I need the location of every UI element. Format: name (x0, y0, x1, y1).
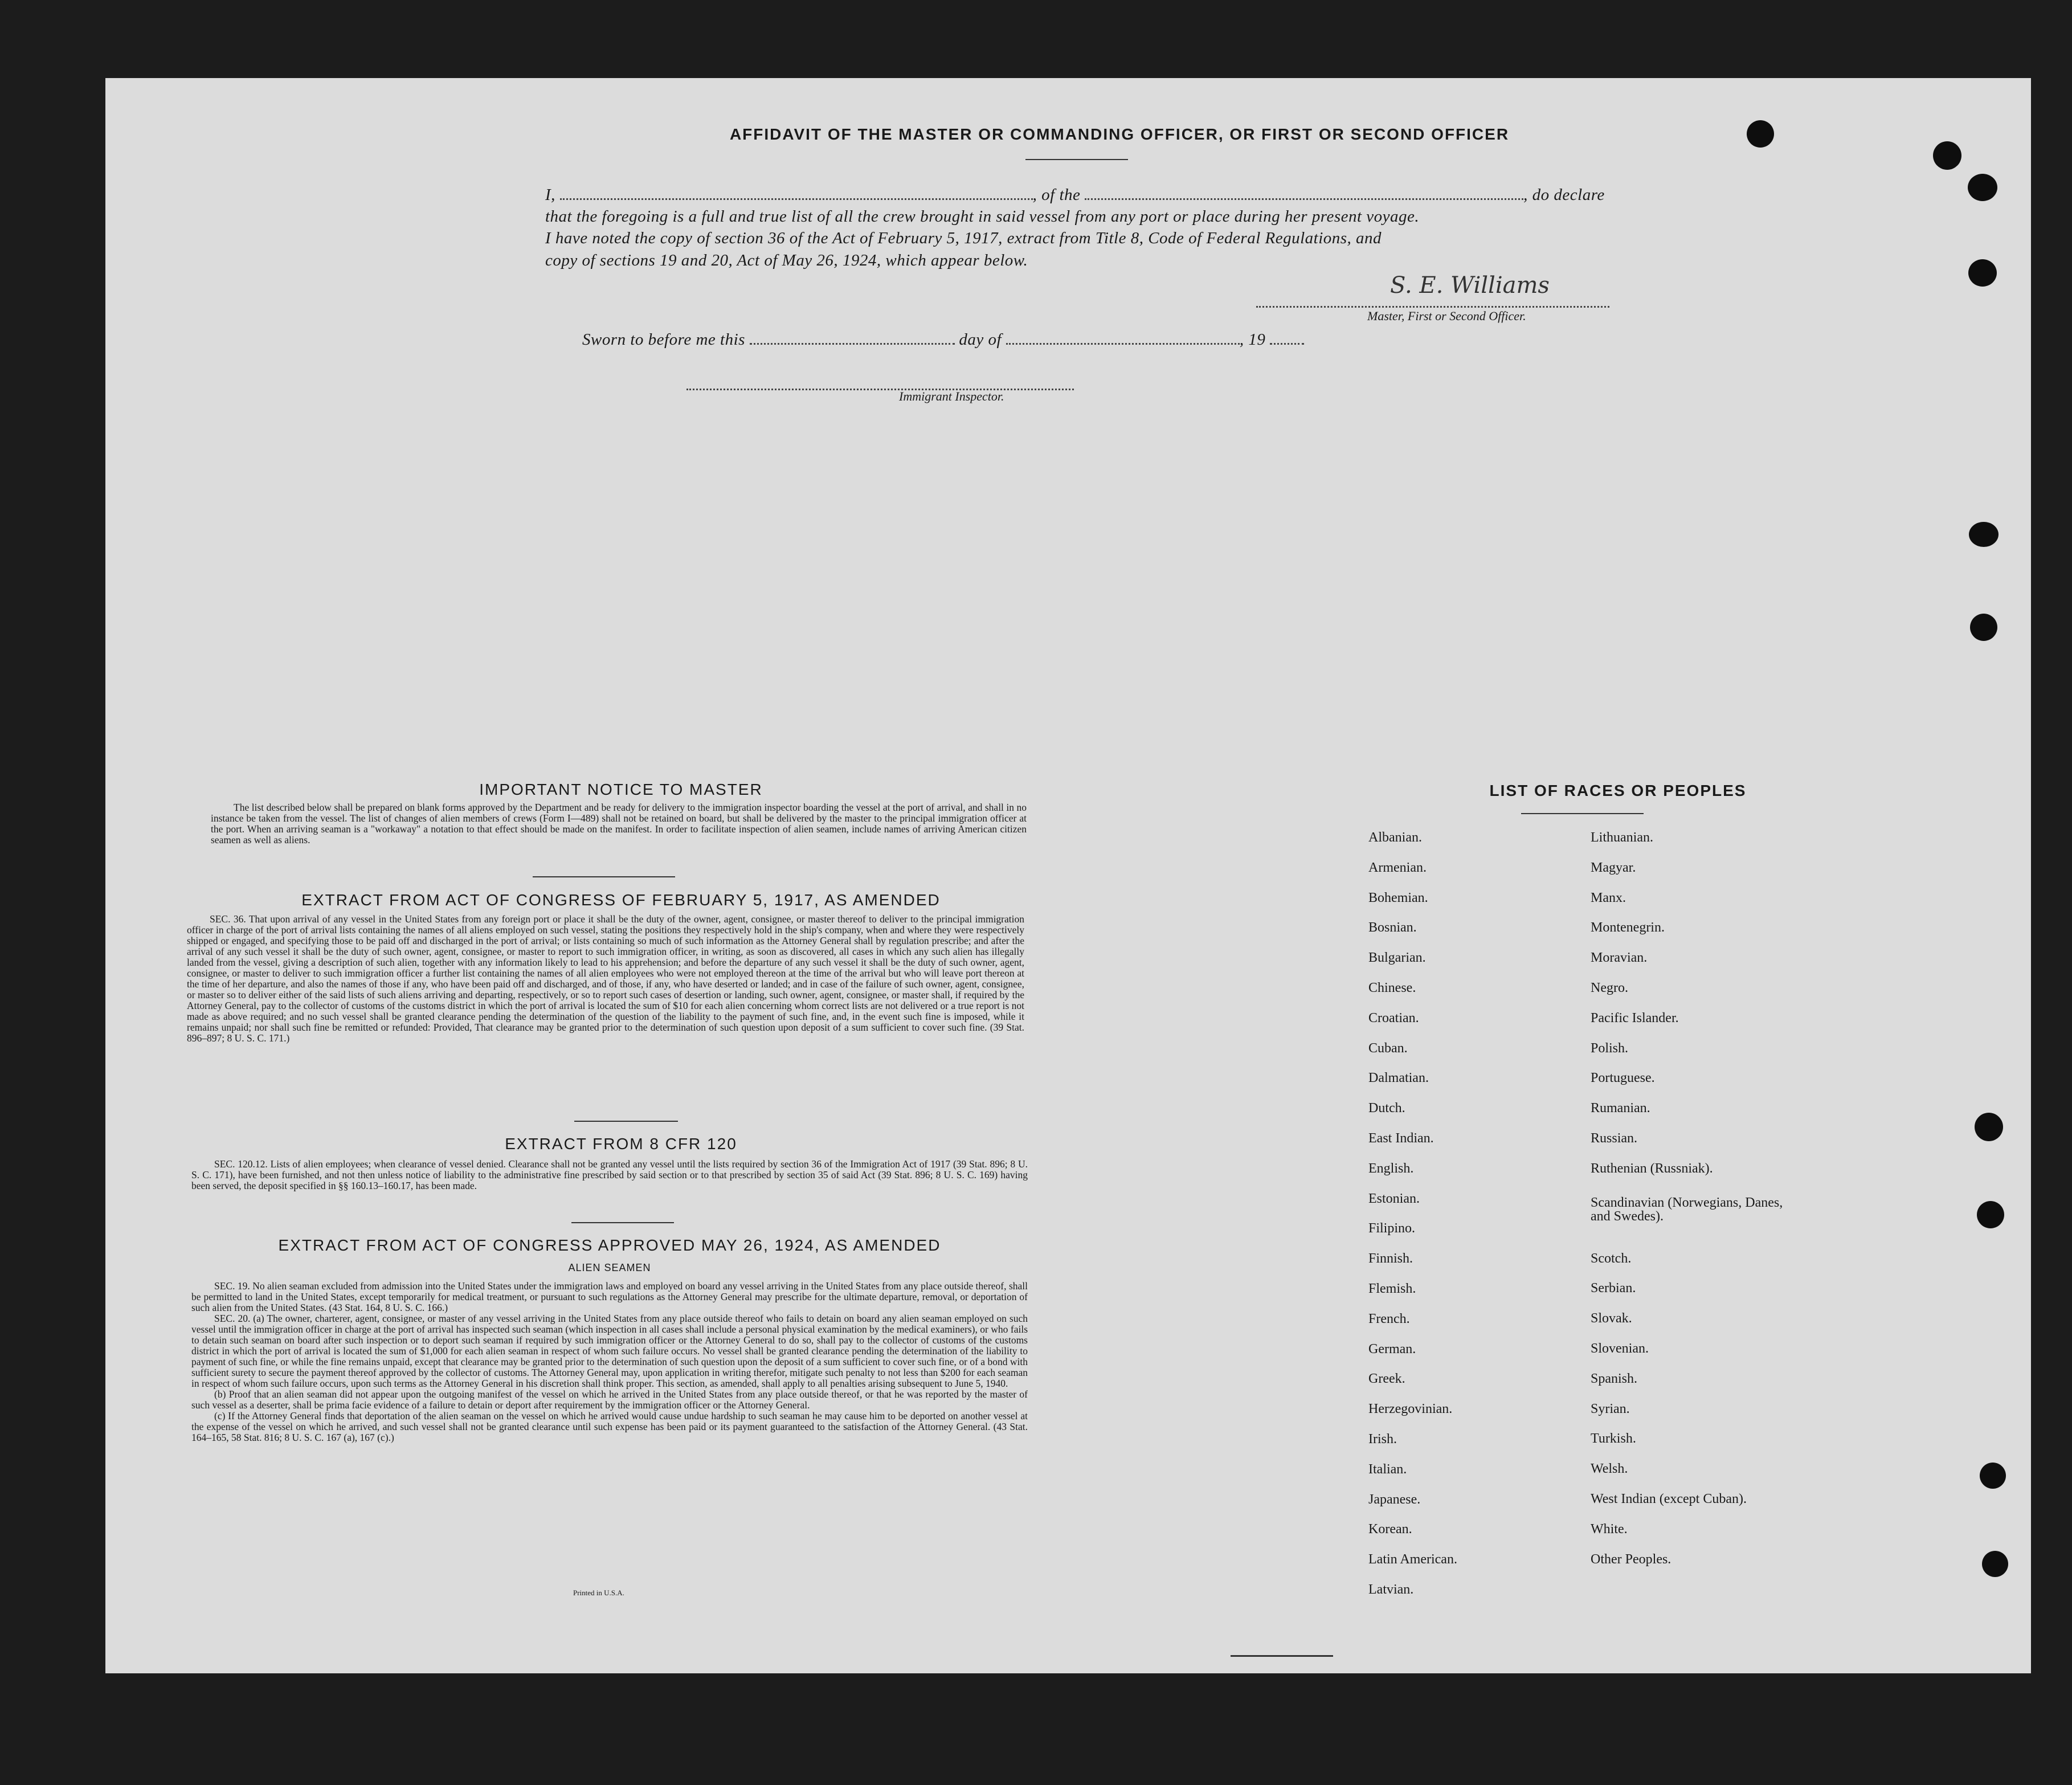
race-item: Albanian. (1368, 830, 1422, 845)
race-item: Syrian. (1591, 1401, 1630, 1416)
divider (571, 1222, 674, 1223)
extract-1924-title: EXTRACT FROM ACT OF CONGRESS APPROVED MAY 26, 1924, AS AMENDED (278, 1236, 941, 1254)
notice-body (211, 802, 1027, 845)
punch-hole (1975, 1113, 2003, 1141)
punch-hole (1970, 614, 1997, 641)
punch-hole (1968, 259, 1997, 287)
race-item: Herzegovinian. (1368, 1402, 1453, 1417)
notice-title: IMPORTANT NOTICE TO MASTER (479, 781, 763, 798)
notice-paragraph: The list described below shall be prepared on blank forms approved by the Department and be ready for delivery to the immigration inspector boarding the vessel at the port of arrival, and shall in no instance be taken from the vessel. The list of changes of alien members of crews (Form I—489) shall not be retained on board, but shall be delivered by the master to the principal immigration officer at the port. When an arriving seaman is a "workaway" a notation to that effect should be made on the manifest. In order to facilitate inspection of alien seamen, include names of arriving American citizen seamen as well as aliens. (211, 802, 1027, 845)
extract-1917-paragraph: SEC. 36. That upon arrival of any vessel in the United States from any foreign port or place it shall be the duty of the owner, agent, consignee, or master thereof to deliver to the principal immigration officer in charge of the port of arrival lists containing the names of all aliens employed on such vessel, stating the positions they respectively hold in the ship's company, when and where they were respectively shipped or engaged, and specifying those to be paid off and discharged in the port of arrival; or lists containing so much of such information as the Attorney General shall by regulation prescribe; and after the arrival of any such vessel it shall be the duty of such owner, agent, consignee, or master to report to such immigration officer, in writing, as soon as discovered, all cases in which any such alien has illegally landed from the vessel, giving a description of such alien, together with any information likely to lead to his apprehension; and before the departure of any such vessel it shall be the duty of such owner, agent, consignee, or master to deliver to such immigration officer a further list containing the names of all alien employees who were not employed thereon at the time of the arrival but who will leave port thereon at the time of her departure, and also the names of those if any, who have been paid off and discharged, and of those, if any, who have deserted or landed; and in case of the failure of such owner, agent, consignee, or master so to deliver either of the said lists of such aliens arriving and departing, respectively, or so to report such cases of desertion or landing, such owner, agent, consignee, or master shall, if required by the Attorney General, pay to the collector of customs of the customs district in which the port of arrival is located the sum of $10 for each alien concerning whom correct lists are not delivered or a true report is not made as above required; and no such vessel shall be granted clearance pending the determination of the question of the liability to the payment of such fine, and, in the event such fine is imposed, while it remains unpaid; nor shall such fine be remitted or refunded: Provided, That clearance may be granted prior to the determination of such question upon deposit of a sum sufficient to cover such fine. (39 Stat. 896–897; 8 U. S. C. 171.) (187, 913, 1024, 1044)
race-item: Finnish. (1368, 1251, 1413, 1267)
race-item: Russian. (1591, 1130, 1638, 1146)
section-19-paragraph: SEC. 19. No alien seaman excluded from admission into the United States under the immigration laws and employed on board any vessel arriving in the United States from any place outside thereof, shall be permitted to land in the United States, except temporarily for medical treatment, or pursuant to such regulations as the Attorney General may prescribe for the ultimate departure, removal, or deportation of such alien from the United States. (43 Stat. 164, 8 U. S. C. 166.) (191, 1280, 1028, 1313)
sworn-month-blank[interactable] (1006, 330, 1240, 345)
race-item: Rumanian. (1591, 1101, 1650, 1116)
affidavit-declare-label: , do declare (1523, 186, 1605, 204)
race-item: Estonian. (1368, 1191, 1420, 1206)
races-left-column (1368, 830, 1457, 1612)
race-item: Scotch. (1591, 1251, 1632, 1266)
punch-hole (1968, 174, 1997, 201)
affidavit-line-4: copy of sections 19 and 20, Act of May 26, 1924, which appear below. (545, 251, 1028, 269)
sworn-date-blank[interactable] (750, 330, 955, 345)
vessel-blank[interactable] (1085, 186, 1523, 200)
affidavit-line-3: I have noted the copy of section 36 of the Act of February 5, 1917, extract from Title 8, Code of Federal Regulations, and (545, 229, 1382, 247)
extract-1917-body (187, 914, 1024, 1044)
extract-1924-subtitle: ALIEN SEAMEN (568, 1262, 651, 1273)
sworn-line (582, 330, 1304, 349)
race-item: Latvian. (1368, 1582, 1414, 1597)
race-item: Ruthenian (Russniak). (1591, 1161, 1713, 1176)
race-item: English. (1368, 1161, 1414, 1176)
bottom-edge-mark (1231, 1655, 1333, 1657)
inspector-caption: Immigrant Inspector. (899, 389, 1004, 403)
section-20a-paragraph: SEC. 20. (a) The owner, charterer, agent, consignee, or master of any vessel arriving in the United States from any place outside thereof who fails to detain on board any alien seaman employed on such vessel until the immigration officer in charge at the port of arrival has inspected such seaman (which inspection in all cases shall include a personal physical examination by the medical examiners), or who fails to detain such seaman on board after such inspection or to deport such seaman if required by such immigration officer or the Attorney General to do so, shall pay to the collector of customs of the customs district in which the port of arrival is located the sum of $1,000 for each alien seaman in respect of whom such failure occurs. No vessel shall be granted clearance pending the determination of the liability to payment of such fine, or while the fine remains unpaid, except that clearance may be granted prior to the determination of such question upon the deposit of a sum sufficient to cover such fine, or of a bond with sufficient surety to secure the payment thereof approved by the collector of customs. The Attorney General may, upon application in writing therefor, mitigate such penalty to not less than $200 for each seaman in respect of whom such failure occurs, upon such terms as the Attorney General in his discretion shall think proper. This section, as amended, shall apply to all penalties arising subsequent to June 5, 1940. (191, 1313, 1028, 1389)
cfr-title: EXTRACT FROM 8 CFR 120 (505, 1135, 737, 1153)
race-item: Dutch. (1368, 1101, 1405, 1116)
divider (574, 1121, 678, 1122)
sworn-year-label: , 19 (1239, 330, 1266, 349)
race-item: Croatian. (1368, 1010, 1419, 1026)
punch-hole (1747, 120, 1774, 148)
race-item: Bohemian. (1368, 890, 1428, 905)
signature: S. E. Williams (1390, 272, 1550, 299)
section-20c-paragraph: (c) If the Attorney General finds that deportation of the alien seaman on the vessel on which he arrived would cause undue hardship to such seaman he may cause him to be deported on another vessel at the expense of the vessel on which he arrived, and such vessel shall not be granted clearance until such expense has been paid or its payment guaranteed to the satisfaction of the Attorney General. (43 Stat. 164–165, 58 Stat. 816; 8 U. S. C. 167 (a), 167 (c).) (191, 1410, 1028, 1443)
name-blank[interactable] (560, 186, 1033, 200)
race-item: Bosnian. (1368, 920, 1417, 936)
cfr-paragraph: SEC. 120.12. Lists of alien employees; when clearance of vessel denied. Clearance shall not be granted any vessel until the lists required by section 36 of the Immigration Act of 1917 (39 Stat. 896; 8 U. S. C. 171), have been furnished, and not then unless notice of liability to the administrative fine prescribed by said section or to that prescribed by section 35 of said Act (39 Stat. 896; 8 U. S. C. 169) having been served, the deposit specified in §§ 160.13–160.17, has been made. (191, 1158, 1028, 1191)
punch-hole (1980, 1463, 2006, 1489)
inspector-signature-line (686, 376, 1074, 390)
race-item: Dalmatian. (1368, 1071, 1429, 1086)
affidavit-line-2: that the foregoing is a full and true list of all the crew brought in said vessel from any port or place during her present voyage. (545, 207, 1420, 226)
race-item: Filipino. (1368, 1221, 1416, 1236)
extract-1917-title: EXTRACT FROM ACT OF CONGRESS OF FEBRUARY 5, 1917, AS AMENDED (301, 891, 941, 909)
punch-hole (1933, 141, 1961, 170)
race-item: Lithuanian. (1591, 830, 1653, 845)
sworn-day-label: day of (959, 330, 1002, 349)
race-item: Welsh. (1591, 1461, 1628, 1477)
divider (533, 876, 675, 877)
races-title: LIST OF RACES OR PEOPLES (1489, 782, 1747, 799)
race-item: Negro. (1591, 980, 1628, 995)
race-item: Greek. (1368, 1371, 1405, 1387)
affidavit-i-label: I, (545, 186, 555, 204)
race-item: Turkish. (1591, 1431, 1636, 1447)
race-item: Chinese. (1368, 980, 1416, 995)
race-item: Korean. (1368, 1522, 1412, 1537)
race-item: White. (1591, 1521, 1628, 1537)
affidavit-title: AFFIDAVIT OF THE MASTER OR COMMANDING OFFICER, OR FIRST OR SECOND OFFICER (729, 125, 1510, 143)
divider (1025, 159, 1128, 160)
printed-in-usa: Printed in U.S.A. (573, 1588, 624, 1597)
punch-hole (1969, 522, 1999, 547)
race-item: German. (1368, 1341, 1416, 1357)
race-item: Bulgarian. (1368, 950, 1426, 966)
race-item: Portuguese. (1591, 1071, 1655, 1086)
section-20b-paragraph: (b) Proof that an alien seaman did not appear upon the outgoing manifest of the vessel on which he arrived in the United States from any place outside thereof, or that he was reported by the master of such vessel as a deserter, shall be prima facie evidence of a failure to detain or deport after requirement by the immigration officer or the Attorney General. (191, 1388, 1028, 1411)
race-item: East Indian. (1368, 1130, 1434, 1146)
race-item: Moravian. (1591, 950, 1648, 966)
affidavit-line-1 (545, 186, 1605, 205)
race-item: Montenegrin. (1591, 920, 1665, 936)
race-item: Scandinavian (Norwegians, Danes, and Swedes). (1591, 1195, 1783, 1224)
races-right-column (1591, 830, 1784, 1582)
signature-line (1256, 293, 1609, 308)
race-item: Pacific Islander. (1591, 1010, 1679, 1026)
extract-1924-body (191, 1281, 1028, 1443)
cfr-body (191, 1159, 1028, 1191)
race-item: Italian. (1368, 1461, 1407, 1477)
race-item: Slovak. (1591, 1311, 1632, 1326)
race-item: Manx. (1591, 890, 1626, 905)
sworn-prefix: Sworn to before me this (582, 330, 745, 349)
punch-hole (1977, 1201, 2004, 1228)
race-item: Japanese. (1368, 1492, 1421, 1507)
race-item: Serbian. (1591, 1281, 1636, 1296)
affidavit-of-label: , of the (1032, 186, 1081, 204)
divider (1521, 813, 1644, 814)
race-item: West Indian (except Cuban). (1591, 1491, 1747, 1506)
race-item: French. (1368, 1311, 1410, 1326)
race-item: Cuban. (1368, 1040, 1408, 1056)
punch-hole (1982, 1551, 2008, 1577)
race-item: Slovenian. (1591, 1341, 1649, 1356)
race-item: Other Peoples. (1591, 1551, 1672, 1567)
signature-caption: Master, First or Second Officer. (1367, 309, 1526, 323)
race-item: Armenian. (1368, 860, 1427, 875)
race-item: Latin American. (1368, 1552, 1457, 1567)
race-item: Polish. (1591, 1040, 1629, 1056)
race-item: Spanish. (1591, 1371, 1638, 1386)
race-item: Magyar. (1591, 860, 1636, 875)
race-item: Flemish. (1368, 1281, 1416, 1296)
race-item: Irish. (1368, 1431, 1397, 1447)
sworn-year-blank[interactable] (1270, 330, 1304, 345)
